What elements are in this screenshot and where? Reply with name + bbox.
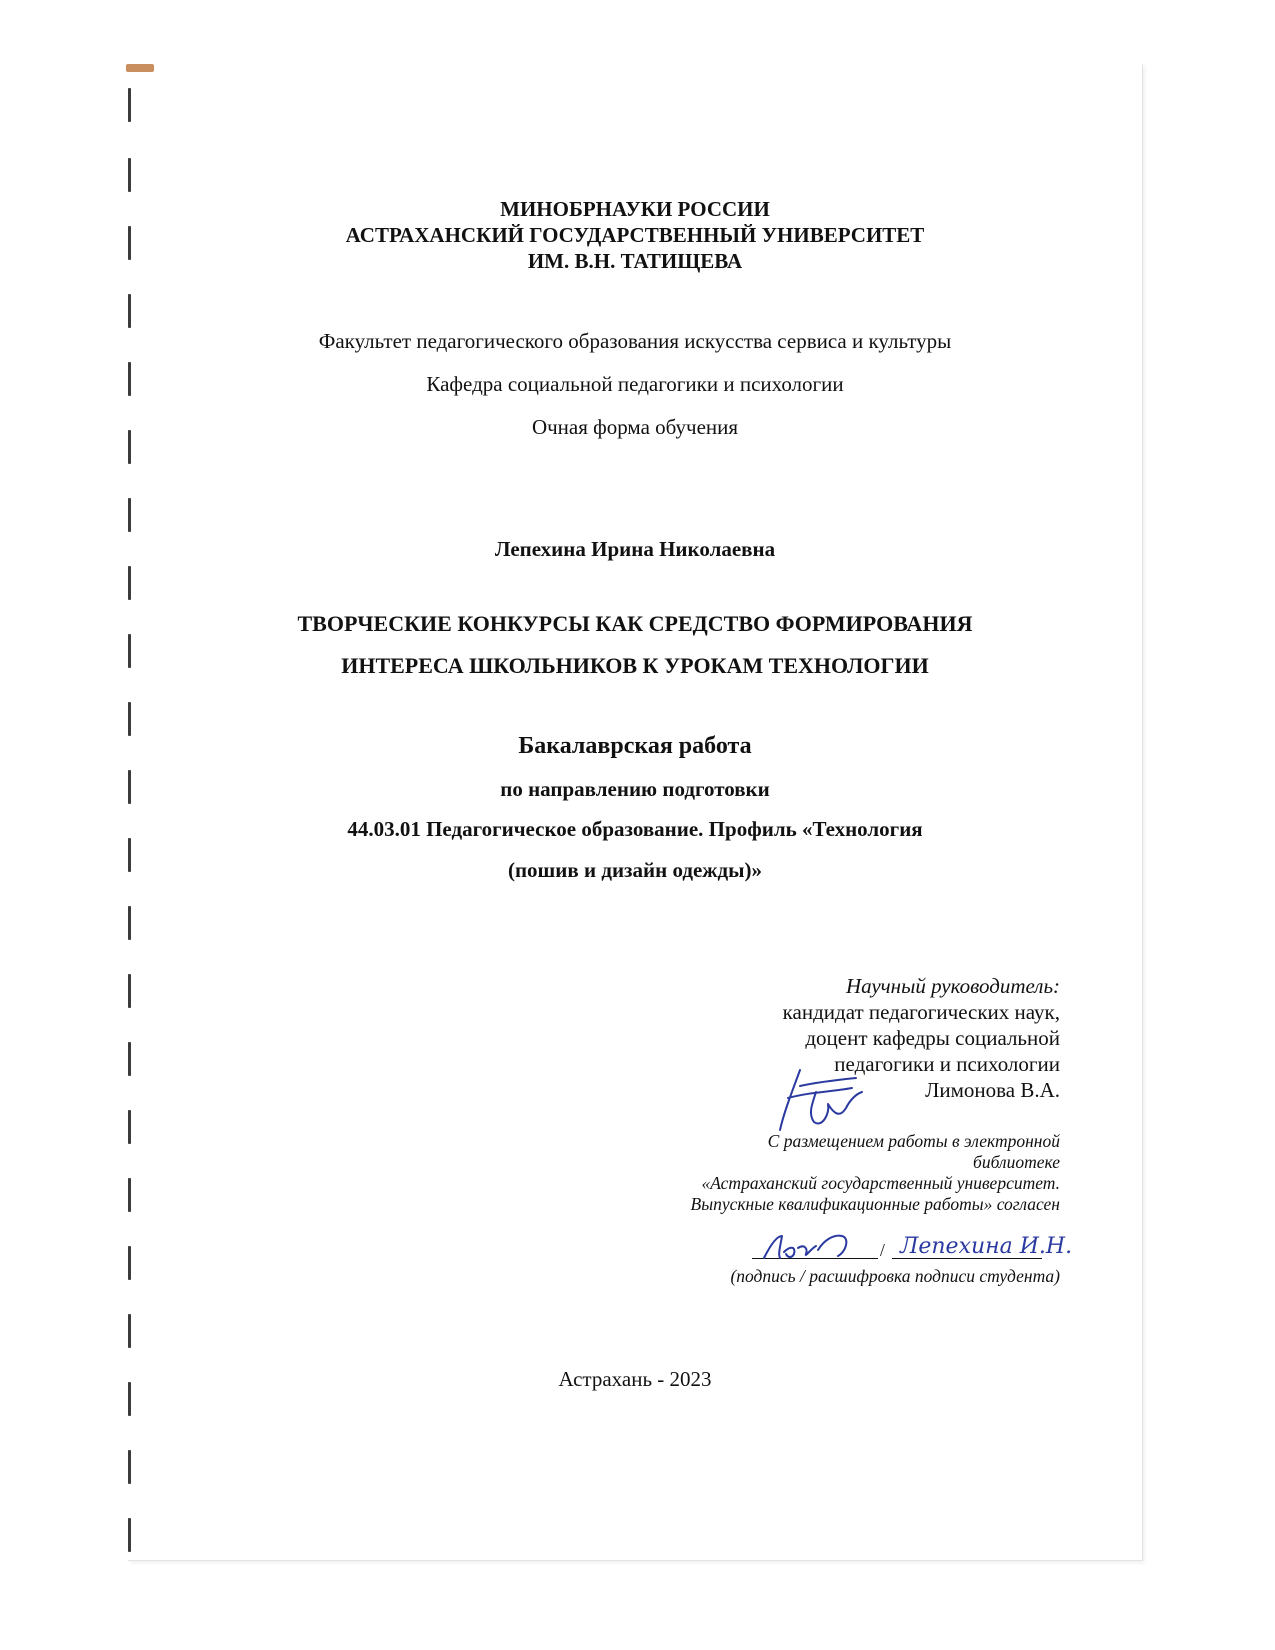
binding-hole — [128, 1246, 131, 1280]
signature-separator: / — [880, 1240, 885, 1260]
ministry-line: МИНОБРНАУКИ РОССИИ — [500, 197, 770, 221]
direction-label: по направлению подготовки — [500, 777, 770, 801]
binding-hole — [128, 566, 131, 600]
author-name: Лепехина Ирина Николаевна — [494, 537, 776, 561]
library-consent-line-1: С размещением работы в электронной — [767, 1131, 1060, 1151]
binding-hole — [128, 1450, 131, 1484]
binding-hole — [128, 1314, 131, 1348]
faculty-line: Факультет педагогического образования искусства сервиса и культуры — [318, 329, 952, 353]
study-form-line: Очная форма обучения — [531, 415, 739, 439]
library-consent — [691, 1131, 1060, 1215]
thesis-title-line-1: ТВОРЧЕСКИЕ КОНКУРСЫ КАК СРЕДСТВО ФОРМИРОВАНИЯ — [297, 611, 973, 636]
binding-hole — [128, 1178, 131, 1212]
binding-hole — [128, 158, 131, 192]
binding-hole — [128, 1110, 131, 1144]
thesis-title-line-2: ИНТЕРЕСА ШКОЛЬНИКОВ К УРОКАМ ТЕХНОЛОГИИ — [341, 653, 929, 678]
university-line: АСТРАХАНСКИЙ ГОСУДАРСТВЕННЫЙ УНИВЕРСИТЕТ — [345, 223, 925, 247]
signature-caption: (подпись / расшифровка подписи студента) — [730, 1266, 1060, 1286]
binding-hole — [128, 498, 131, 532]
supervisor-signature — [770, 1062, 870, 1138]
student-signature — [754, 1226, 880, 1266]
student-signature-decoding: Лепехина И.Н. — [900, 1234, 1073, 1259]
work-type: Бакалаврская работа — [518, 733, 752, 759]
binding-hole — [128, 294, 131, 328]
library-consent-line-4: Выпускные квалификационные работы» согласен — [690, 1194, 1060, 1214]
binding-strip — [124, 66, 134, 1560]
binding-hole — [128, 906, 131, 940]
library-consent-line-3: «Астраханский государственный университет. — [701, 1173, 1060, 1193]
supervisor-department: педагогики и психологии — [834, 1052, 1060, 1076]
department-line: Кафедра социальной педагогики и психологии — [426, 372, 844, 396]
document-page — [128, 64, 1143, 1561]
supervisor-position: доцент кафедры социальной — [805, 1026, 1060, 1050]
direction-line-1: 44.03.01 Педагогическое образование. Профиль «Технология — [347, 817, 923, 841]
supervisor-degree: кандидат педагогических наук, — [782, 1000, 1060, 1024]
library-consent-line-2: библиотеке — [973, 1152, 1060, 1172]
binding-hole — [128, 1518, 131, 1552]
supervisor-name: Лимонова В.А. — [925, 1078, 1060, 1102]
city-year: Астрахань - 2023 — [558, 1367, 712, 1391]
binding-hole — [128, 88, 131, 122]
binding-hole — [128, 1042, 131, 1076]
direction-line-2: (пошив и дизайн одежды)» — [507, 858, 763, 882]
named-after-line: ИМ. В.Н. ТАТИЩЕВА — [527, 249, 743, 273]
binding-hole — [128, 702, 131, 736]
binding-hole — [128, 974, 131, 1008]
supervisor-label: Научный руководитель: — [845, 974, 1060, 998]
institution-header — [128, 196, 1142, 274]
